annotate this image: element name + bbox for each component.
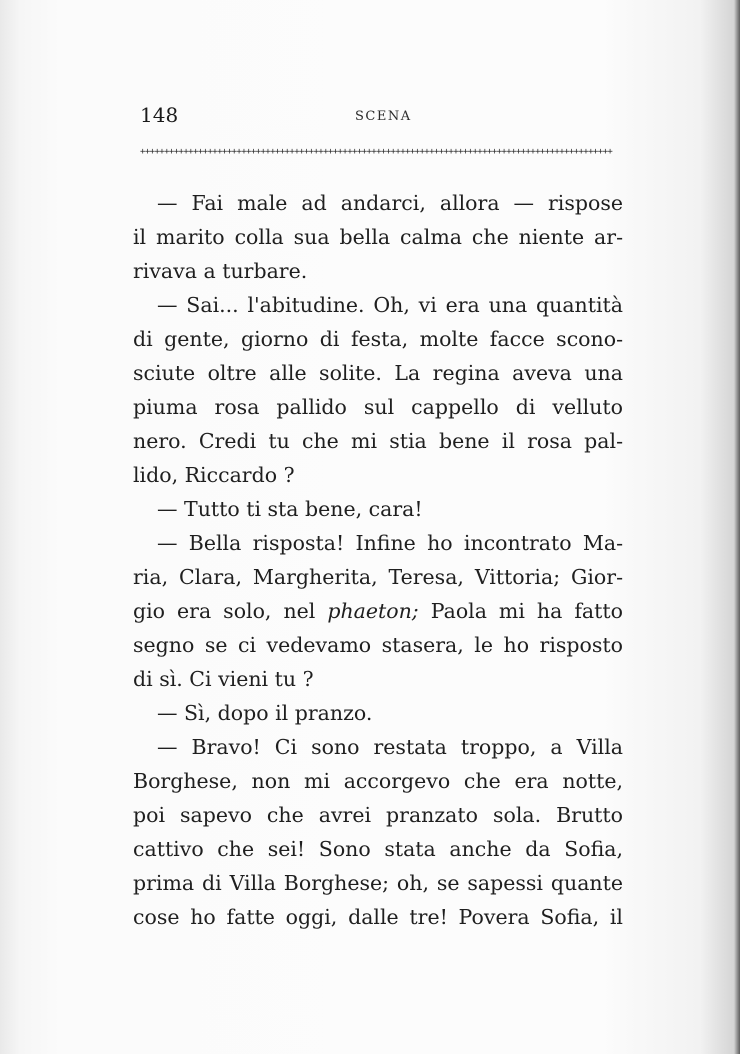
text-segment: Paola mi ha fatto (430, 599, 623, 623)
page-header (140, 100, 625, 130)
text-line: sciute oltre alle solite. La regina aveva una (133, 361, 623, 385)
text-line-mixed (133, 594, 623, 628)
text-line: — Bravo! Ci sono restata troppo, a Villa (157, 735, 623, 759)
text-line: cose ho fatte oggi, dalle tre! Povera Sofia, il (133, 905, 623, 929)
text-line: cattivo che sei! Sono stata anche da Sofia, (133, 837, 623, 861)
text-line: nero. Credi tu che mi stia bene il rosa pal- (133, 429, 623, 453)
text-line: poi sapevo che avrei pranzato sola. Brutto (133, 803, 623, 827)
text-line: — Tutto ti sta bene, cara! (157, 497, 423, 521)
text-line: ria, Clara, Margherita, Teresa, Vittoria; Gior- (133, 565, 623, 589)
text-line: — Sì, dopo il pranzo. (157, 701, 373, 725)
text-line: — Fai male ad andarci, allora — rispose (157, 191, 623, 215)
text-line: rivava a turbare. (133, 259, 308, 283)
text-line: — Sai... l'abitudine. Oh, vi era una quantità (157, 293, 623, 317)
text-line: segno se ci vedevamo stasera, le ho risposto (133, 633, 623, 657)
page-number: 148 (140, 103, 179, 127)
text-line: Borghese, non mi accorgevo che era notte, (133, 769, 623, 793)
body-text (133, 186, 623, 934)
italic-word: phaeton; (327, 599, 419, 623)
text-segment: gio era solo, nel (133, 599, 316, 623)
text-line: piuma rosa pallido sul cappello di velluto (133, 395, 623, 419)
text-line: prima di Villa Borghese; oh, se sapessi quante (133, 871, 623, 895)
ornamental-rule: ++++++++++++++++++++++++++++++++++++++++++++++++++++++++++++++++++++++++++++++++++++++++++++++++++ (140, 147, 613, 157)
text-line: il marito colla sua bella calma che niente ar- (133, 225, 623, 249)
text-line: lido, Riccardo ? (133, 463, 295, 487)
page-edge-shadow (734, 0, 740, 1054)
running-head: SCENA (355, 109, 412, 124)
text-line: di gente, giorno di festa, molte facce scono- (133, 327, 623, 351)
text-line: di sì. Ci vieni tu ? (133, 667, 314, 691)
text-line: — Bella risposta! Infine ho incontrato Ma- (157, 531, 623, 555)
